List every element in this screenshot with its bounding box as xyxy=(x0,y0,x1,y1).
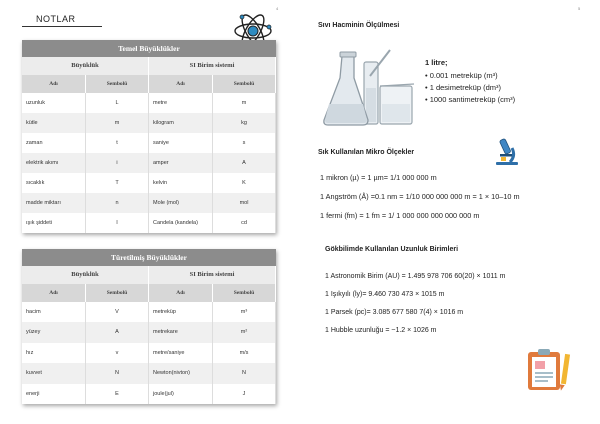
table-row xyxy=(22,133,276,153)
column-header: Adı xyxy=(149,75,213,93)
cell-si-symbol: m/s xyxy=(213,343,276,363)
cell-si-name: joule(jul) xyxy=(149,384,213,404)
cell-name: enerji xyxy=(22,384,86,404)
derived-quantities-table xyxy=(22,249,276,404)
table-column-header xyxy=(22,75,276,93)
cell-name: yüzey xyxy=(22,322,86,342)
table-group-header xyxy=(22,266,276,284)
table-row xyxy=(22,93,276,113)
notes-header: NOTLAR xyxy=(22,14,102,27)
cell-name: kütle xyxy=(22,113,86,133)
page-number-left: 4 xyxy=(276,6,279,11)
column-header: Adı xyxy=(22,75,86,93)
cell-name: ışık şiddeti xyxy=(22,213,86,233)
cell-symbol: T xyxy=(86,173,149,193)
astronomy-unit-item: 1 Astronomik Birim (AU) = 1.495 978 706 60(20) × 1011 m xyxy=(325,273,506,280)
table-row xyxy=(22,113,276,133)
cell-si-symbol: J xyxy=(213,384,276,404)
astronomy-units-list xyxy=(325,268,505,340)
column-header: Sembolü xyxy=(86,75,149,93)
micro-scale-item: 1 Angström (Å) =0.1 nm = 1/10 000 000 000 m = 1 × 10–10 m xyxy=(320,192,520,201)
micro-scales-heading: Sık Kullanılan Mikro Ölçekler xyxy=(318,149,415,156)
table-title: Türetilmiş Büyüklükler xyxy=(22,249,276,266)
astronomy-unit-item: 1 Parsek (pc)= 3.085 677 580 7(4) × 1016 m xyxy=(325,309,464,316)
astronomy-unit-item: 1 Hubble uzunluğu = ~1.2 × 1026 m xyxy=(325,327,437,334)
cell-symbol: I xyxy=(86,213,149,233)
column-header: Adı xyxy=(149,284,213,302)
cell-symbol: n xyxy=(86,193,149,213)
cell-si-name: Candela (kandela) xyxy=(149,213,213,233)
cell-si-name: kilogram xyxy=(149,113,213,133)
cell-symbol: A xyxy=(86,322,149,342)
cell-si-symbol: A xyxy=(213,153,276,173)
table-row xyxy=(22,193,276,213)
micro-scale-item: 1 mikron (µ) = 1 µm= 1/1 000 000 m xyxy=(320,173,437,182)
column-header: Sembolü xyxy=(213,75,276,93)
micro-scales-list xyxy=(320,168,520,225)
cell-si-name: metre/saniye xyxy=(149,343,213,363)
table-body xyxy=(22,302,276,404)
cell-symbol: i xyxy=(86,153,149,173)
cell-si-symbol: cd xyxy=(213,213,276,233)
table-row xyxy=(22,384,276,404)
table-row xyxy=(22,322,276,342)
cell-si-symbol: s xyxy=(213,133,276,153)
litre-item: • 1 desimetreküp (dm³) xyxy=(425,83,501,92)
astronomy-unit-item: 1 Işıkyılı (ly)= 9.460 730 473 × 1015 m xyxy=(325,291,445,298)
cell-symbol: m xyxy=(86,113,149,133)
lab-glassware-icon xyxy=(320,48,420,128)
cell-symbol: V xyxy=(86,302,149,322)
table-column-header xyxy=(22,284,276,302)
column-header: Adı xyxy=(22,284,86,302)
cell-si-symbol: mol xyxy=(213,193,276,213)
table-group-header xyxy=(22,57,276,75)
table-body xyxy=(22,93,276,233)
cell-si-symbol: m² xyxy=(213,322,276,342)
cell-si-name: Mole (mol) xyxy=(149,193,213,213)
cell-symbol: L xyxy=(86,93,149,113)
group-quantity: Büyüklük xyxy=(22,266,149,284)
cell-si-name: metrekare xyxy=(149,322,213,342)
clipboard-icon xyxy=(526,346,572,392)
cell-si-name: metreküp xyxy=(149,302,213,322)
cell-symbol: t xyxy=(86,133,149,153)
cell-name: madde miktarı xyxy=(22,193,86,213)
cell-symbol: N xyxy=(86,363,149,383)
page-number-right: 5 xyxy=(578,6,581,11)
base-quantities-table xyxy=(22,40,276,233)
cell-name: elektrik akımı xyxy=(22,153,86,173)
micro-scale-item: 1 fermi (fm) = 1 fm = 1/ 1 000 000 000 000 000 m xyxy=(320,211,480,220)
group-si: SI Birim sistemi xyxy=(149,266,276,284)
cell-si-symbol: m³ xyxy=(213,302,276,322)
cell-si-name: kelvin xyxy=(149,173,213,193)
table-row xyxy=(22,173,276,193)
litre-title: 1 litre; xyxy=(425,58,448,67)
cell-name: kuvvet xyxy=(22,363,86,383)
table-title: Temel Büyüklükler xyxy=(22,40,276,57)
cell-si-symbol: N xyxy=(213,363,276,383)
group-quantity: Büyüklük xyxy=(22,57,149,75)
cell-si-symbol: K xyxy=(213,173,276,193)
cell-name: sıcaklık xyxy=(22,173,86,193)
astronomy-units-heading: Gökbilimde Kullanılan Uzunluk Birimleri xyxy=(325,246,459,253)
litre-item: • 1000 santimetreküp (cm³) xyxy=(425,95,516,104)
table-row xyxy=(22,363,276,383)
liquid-volume-heading: Sıvı Hacminin Ölçülmesi xyxy=(318,22,400,29)
cell-symbol: v xyxy=(86,343,149,363)
table-row xyxy=(22,153,276,173)
table-row xyxy=(22,343,276,363)
cell-si-symbol: kg xyxy=(213,113,276,133)
table-row xyxy=(22,213,276,233)
cell-name: zaman xyxy=(22,133,86,153)
cell-si-name: amper xyxy=(149,153,213,173)
cell-si-name: Newton(nivton) xyxy=(149,363,213,383)
column-header: Sembolü xyxy=(213,284,276,302)
litre-conversions xyxy=(425,58,515,106)
table-row xyxy=(22,302,276,322)
column-header: Sembolü xyxy=(86,284,149,302)
cell-si-name: metre xyxy=(149,93,213,113)
group-si: SI Birim sistemi xyxy=(149,57,276,75)
cell-si-name: saniye xyxy=(149,133,213,153)
cell-name: uzunluk xyxy=(22,93,86,113)
cell-symbol: E xyxy=(86,384,149,404)
cell-si-symbol: m xyxy=(213,93,276,113)
microscope-icon xyxy=(494,136,520,166)
cell-name: hacim xyxy=(22,302,86,322)
cell-name: hız xyxy=(22,343,86,363)
litre-item: • 0.001 metreküp (m³) xyxy=(425,71,498,80)
